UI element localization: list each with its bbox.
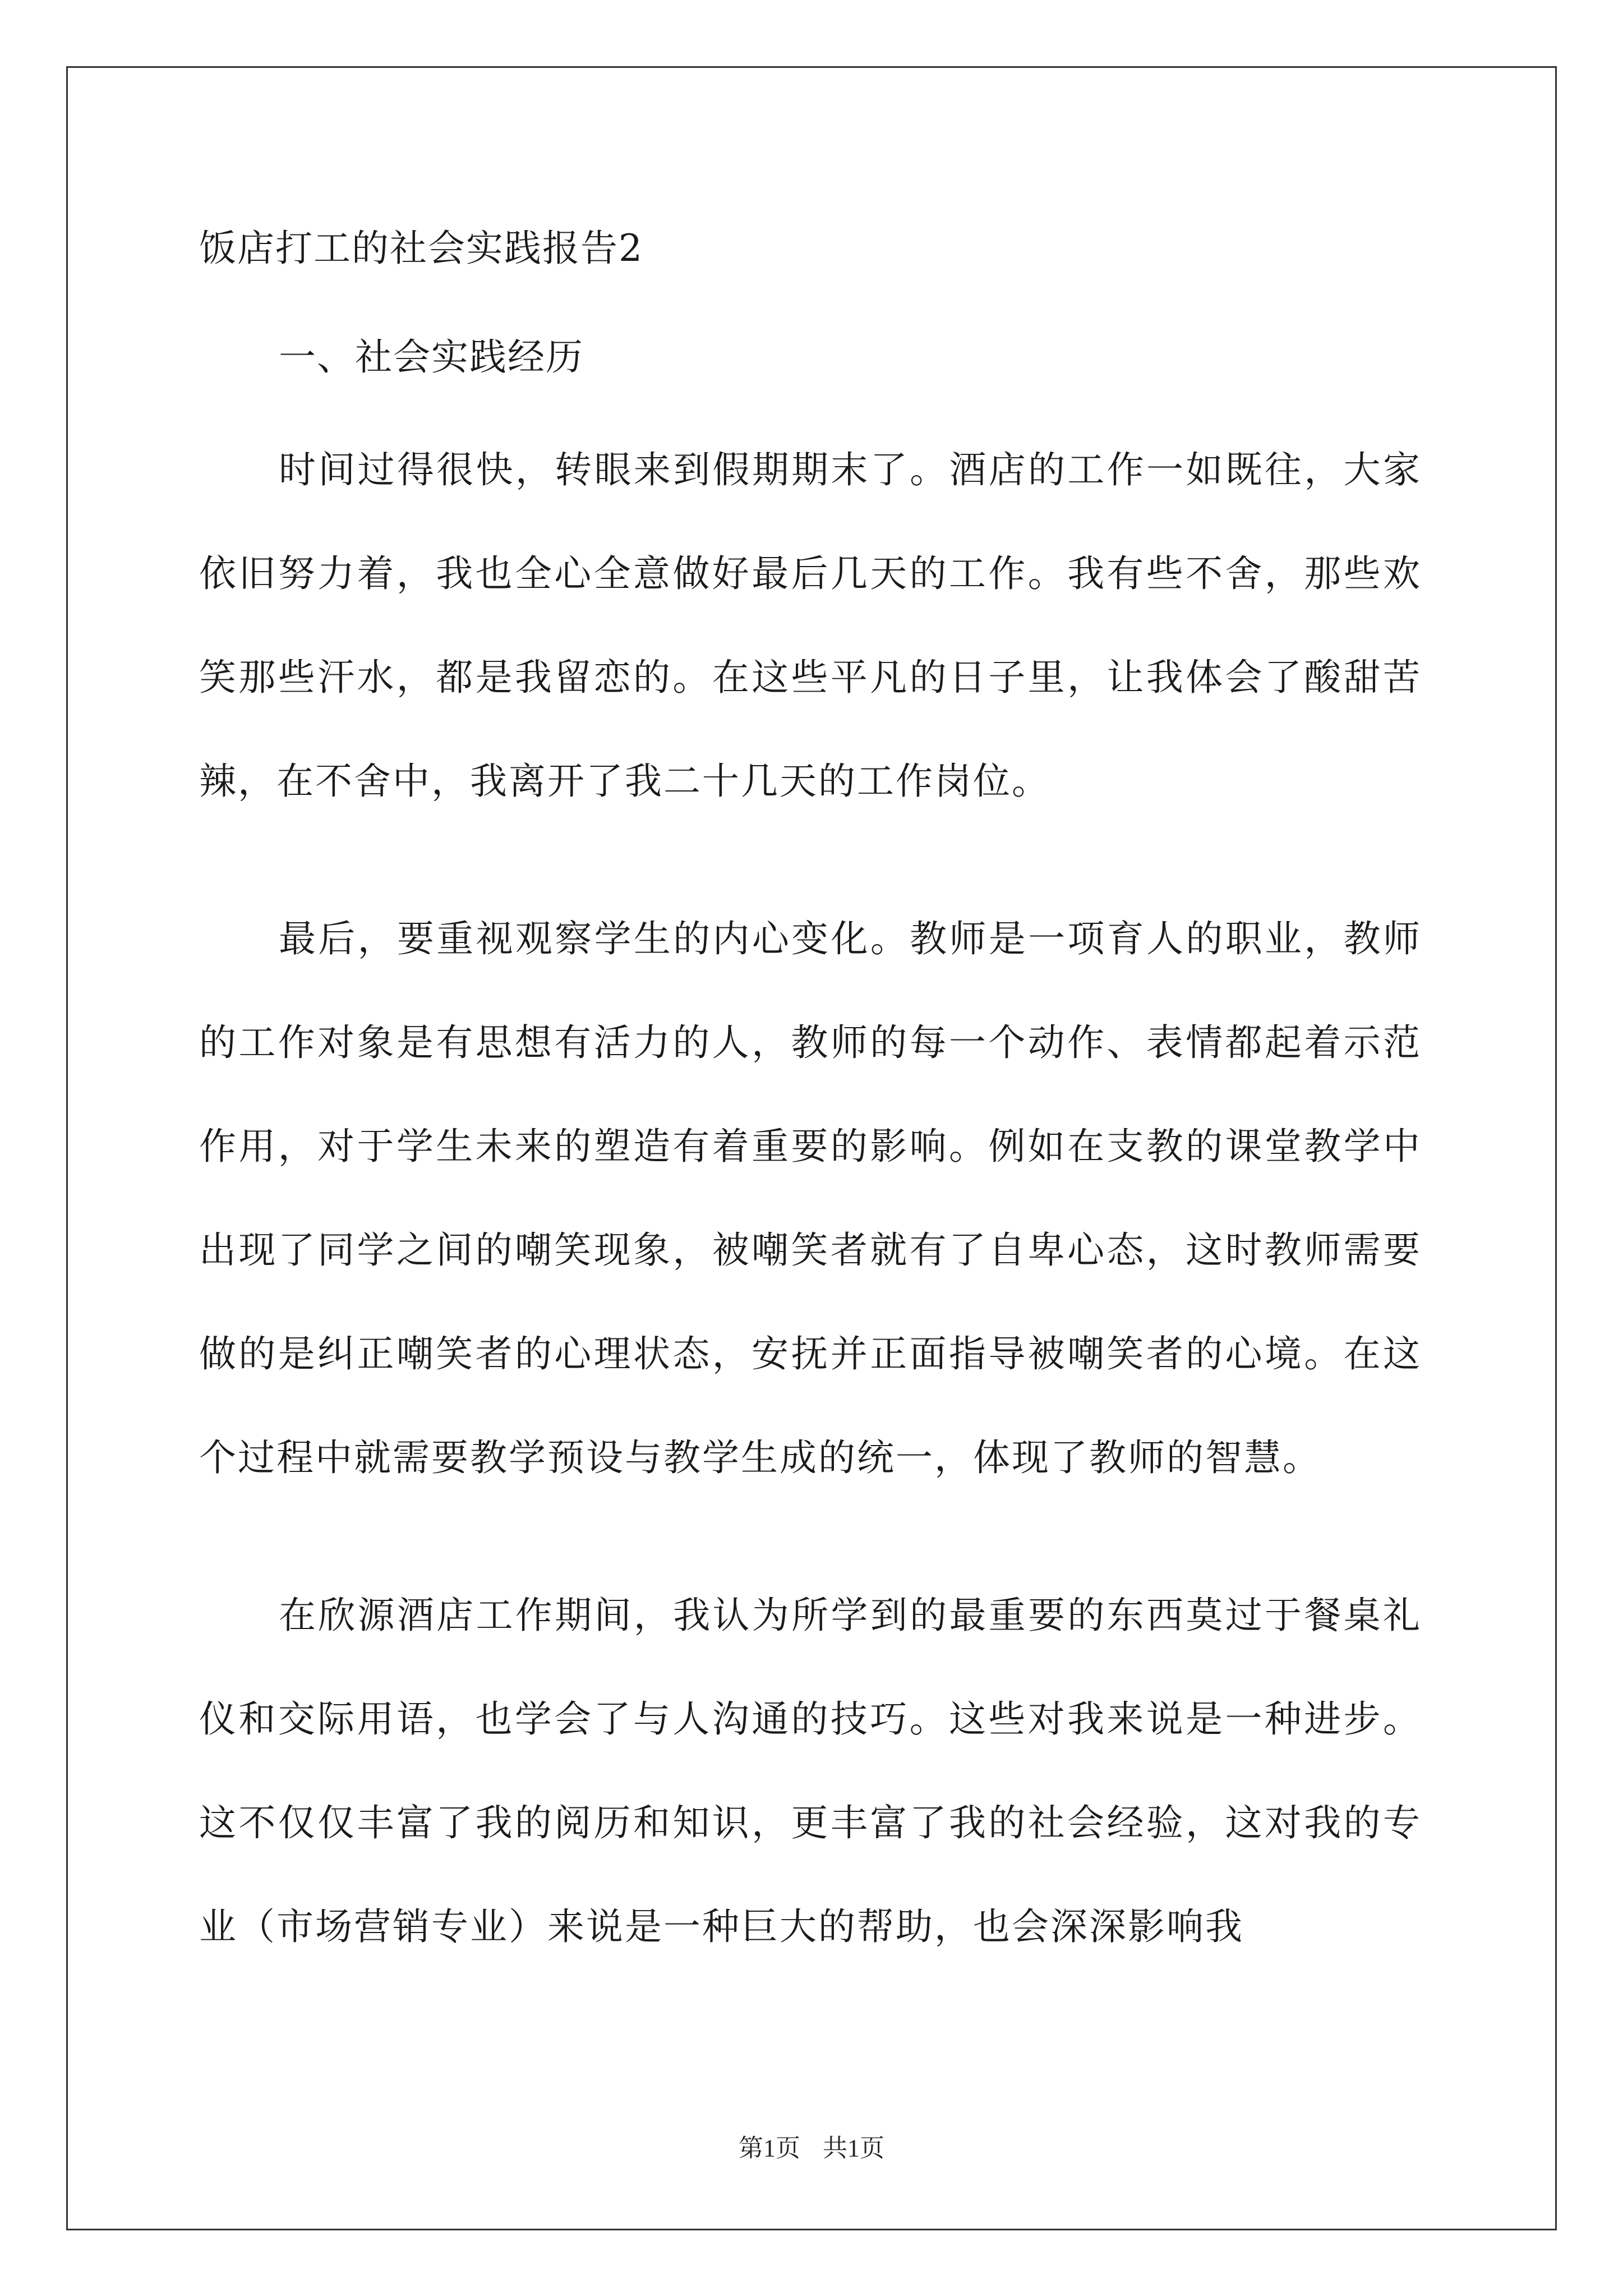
page-total: 共1页 xyxy=(823,2134,884,2162)
section-heading: 一、社会实践经历 xyxy=(279,335,584,379)
paragraph-3: 在欣源酒店工作期间，我认为所学到的最重要的东西莫过于餐桌礼仪和交际用语，也学会了与人沟通的技巧。这些对我来说是一种进步。这不仅仅丰富了我的阅历和知识，更丰富了我的社会经验，这对我的专业（市场营销专业）来说是一种巨大的帮助，也会深深影响我 xyxy=(199,1594,1422,1948)
document-body xyxy=(199,222,1422,1978)
document-title: 饭店打工的社会实践报告2 xyxy=(199,227,643,270)
page-footer xyxy=(0,2132,1623,2165)
page-number: 第1页 xyxy=(739,2134,800,2162)
paragraph-1: 时间过得很快，转眼来到假期期末了。酒店的工作一如既往，大家依旧努力着，我也全心全意做好最后几天的工作。我有些不舍，那些欢笑那些汗水，都是我留恋的。在这些平凡的日子里，让我体会了酸甜苦辣，在不舍中，我离开了我二十几天的工作岗位。 xyxy=(199,448,1422,803)
paragraph-2: 最后，要重视观察学生的内心变化。教师是一项育人的职业，教师的工作对象是有思想有活力的人，教师的每一个动作、表情都起着示范作用，对于学生未来的塑造有着重要的影响。例如在支教的课堂教学中出现了同学之间的嘲笑现象，被嘲笑者就有了自卑心态，这时教师需要做的是纠正嘲笑者的心理状态，安抚并正面指导被嘲笑者的心境。在这个过程中就需要教学预设与教学生成的统一，体现了教师的智慧。 xyxy=(199,917,1422,1479)
